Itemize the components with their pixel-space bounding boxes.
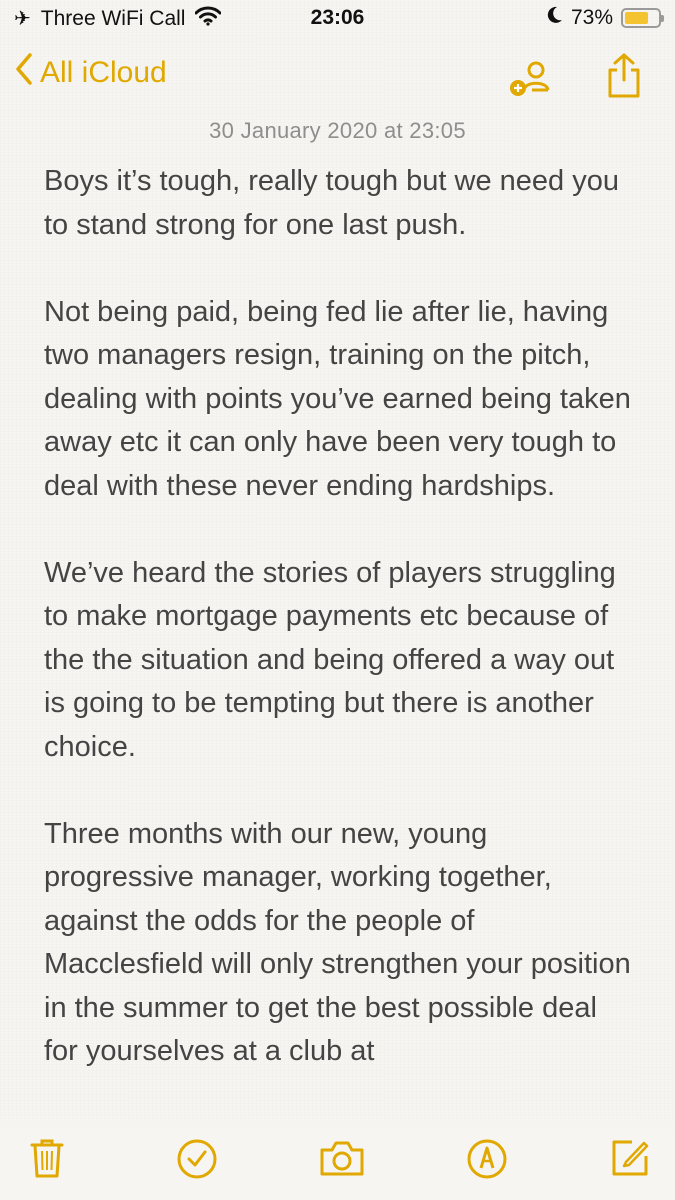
moon-icon — [547, 6, 563, 30]
nav-bar — [0, 48, 675, 106]
note-paragraph: Not being paid, being fed lie after lie, having two managers resign, training on the pitch, dealing with points you’ve earned being taken away etc it can only have been very tough to deal with these never ending hardships. — [44, 295, 631, 502]
trash-icon[interactable] — [30, 1138, 64, 1183]
status-time: 23:06 — [310, 6, 365, 29]
add-people-icon[interactable] — [506, 56, 554, 105]
battery-percent: 73% — [570, 6, 613, 29]
camera-icon[interactable] — [318, 1138, 366, 1183]
bottom-toolbar — [0, 1110, 675, 1200]
chevron-left-icon — [14, 52, 34, 94]
back-label: All iCloud — [40, 56, 167, 89]
battery-fill — [625, 12, 648, 24]
status-right — [547, 6, 661, 30]
airplane-icon: ✈ — [14, 8, 31, 30]
note-paragraph: Boys it’s tough, really tough but we need you to stand strong for one last push. — [44, 165, 620, 241]
note-body[interactable] — [44, 160, 635, 1117]
status-bar — [0, 0, 675, 40]
note-paragraph: Three months with our new, young progressive manager, working together, against the odds for the people of Macclesfield will only strengthen your position in the summer to get the best possible deal for yourselves at a club at — [44, 817, 631, 1067]
note-date: 30 January 2020 at 23:05 — [209, 118, 466, 143]
compose-icon[interactable] — [610, 1138, 650, 1183]
battery-icon — [621, 8, 661, 28]
back-button[interactable] — [14, 52, 167, 94]
share-icon[interactable] — [604, 52, 644, 105]
carrier-label: Three WiFi Call — [40, 7, 186, 30]
checklist-icon[interactable] — [176, 1138, 218, 1185]
markup-icon[interactable] — [466, 1138, 508, 1185]
note-paragraph: We’ve heard the stories of players struggling to make mortgage payments etc because of the the situation and being offered a way out is going to be tempting but there is another choice. — [44, 556, 616, 763]
